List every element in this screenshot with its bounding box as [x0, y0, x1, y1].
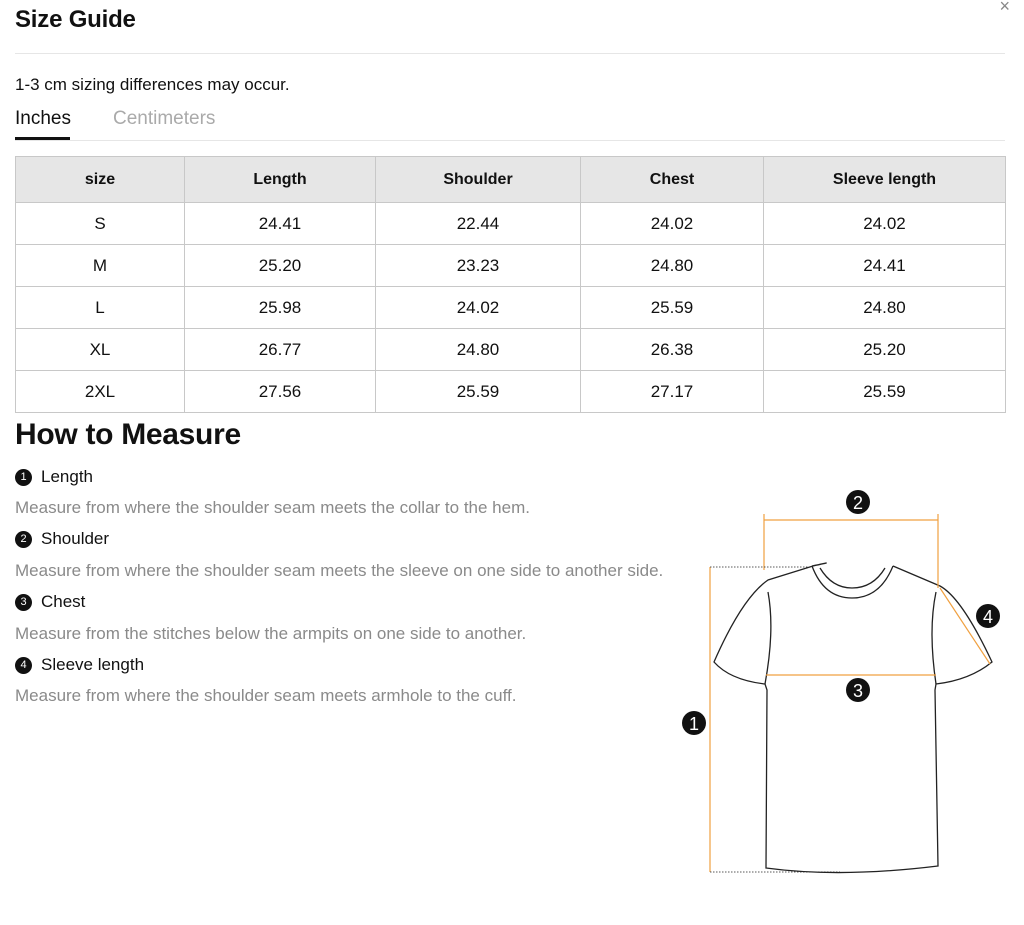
size-table	[15, 156, 1006, 413]
number-3-icon: 3	[15, 594, 32, 611]
tab-centimeters[interactable]: Centimeters	[113, 108, 216, 129]
step-label: Shoulder	[41, 529, 110, 548]
close-icon[interactable]: ×	[999, 0, 1010, 16]
column-header-length: Length	[185, 157, 376, 203]
table-cell: 25.98	[185, 287, 376, 329]
tab-inches[interactable]: Inches	[15, 108, 71, 129]
marker-4-label: 4	[982, 607, 994, 627]
table-cell: L	[16, 287, 185, 329]
table-row	[16, 287, 1006, 329]
tabs-divider	[15, 140, 1005, 141]
table-row	[16, 371, 1006, 413]
table-cell: 24.02	[376, 287, 581, 329]
number-4-icon: 4	[15, 657, 32, 674]
table-cell: 24.02	[581, 203, 764, 245]
table-cell: 2XL	[16, 371, 185, 413]
step-shoulder	[15, 529, 109, 549]
table-cell: 24.80	[581, 245, 764, 287]
table-cell: 23.23	[376, 245, 581, 287]
divider	[15, 53, 1005, 54]
marker-2-label: 2	[852, 493, 864, 513]
table-cell: 26.38	[581, 329, 764, 371]
table-cell: S	[16, 203, 185, 245]
table-cell: 25.20	[185, 245, 376, 287]
table-header-row	[16, 157, 1006, 203]
table-cell: 27.56	[185, 371, 376, 413]
table-row	[16, 203, 1006, 245]
table-cell: 26.77	[185, 329, 376, 371]
diagram-markers	[682, 490, 1000, 735]
table-cell: 24.02	[764, 203, 1006, 245]
number-1-icon: 1	[15, 469, 32, 486]
table-row	[16, 329, 1006, 371]
column-header-chest: Chest	[581, 157, 764, 203]
step-chest	[15, 592, 85, 612]
step-description: Measure from where the shoulder seam meets armhole to the cuff.	[15, 686, 517, 705]
step-label: Length	[41, 467, 93, 486]
table-cell: 25.20	[764, 329, 1006, 371]
guide-dots	[710, 567, 840, 872]
step-sleeve-length	[15, 655, 144, 675]
table-cell: 24.41	[764, 245, 1006, 287]
step-length	[15, 467, 93, 487]
tshirt-outline	[714, 563, 992, 873]
table-cell: 25.59	[376, 371, 581, 413]
table-cell: 25.59	[764, 371, 1006, 413]
column-header-shoulder: Shoulder	[376, 157, 581, 203]
table-cell: 24.80	[764, 287, 1006, 329]
step-description: Measure from the stitches below the armpits on one side to another.	[15, 624, 527, 643]
table-cell: 27.17	[581, 371, 764, 413]
table-cell: XL	[16, 329, 185, 371]
how-to-measure-heading: How to Measure	[15, 418, 241, 451]
table-row	[16, 245, 1006, 287]
table-cell: 24.80	[376, 329, 581, 371]
page-title: Size Guide	[15, 6, 136, 33]
step-description: Measure from where the shoulder seam meets the collar to the hem.	[15, 498, 530, 517]
sizing-note: 1-3 cm sizing differences may occur.	[15, 75, 290, 94]
tshirt-measurement-diagram	[670, 480, 1010, 880]
table-cell: 25.59	[581, 287, 764, 329]
table-cell: 22.44	[376, 203, 581, 245]
column-header-sleeve-length: Sleeve length	[764, 157, 1006, 203]
table-cell: M	[16, 245, 185, 287]
table-cell: 24.41	[185, 203, 376, 245]
marker-1-label: 1	[688, 714, 700, 734]
marker-3-label: 3	[852, 681, 864, 701]
step-label: Sleeve length	[41, 655, 145, 674]
step-label: Chest	[41, 592, 86, 611]
step-description: Measure from where the shoulder seam meets the sleeve on one side to another side.	[15, 561, 664, 580]
column-header-size: size	[16, 157, 185, 203]
number-2-icon: 2	[15, 531, 32, 548]
